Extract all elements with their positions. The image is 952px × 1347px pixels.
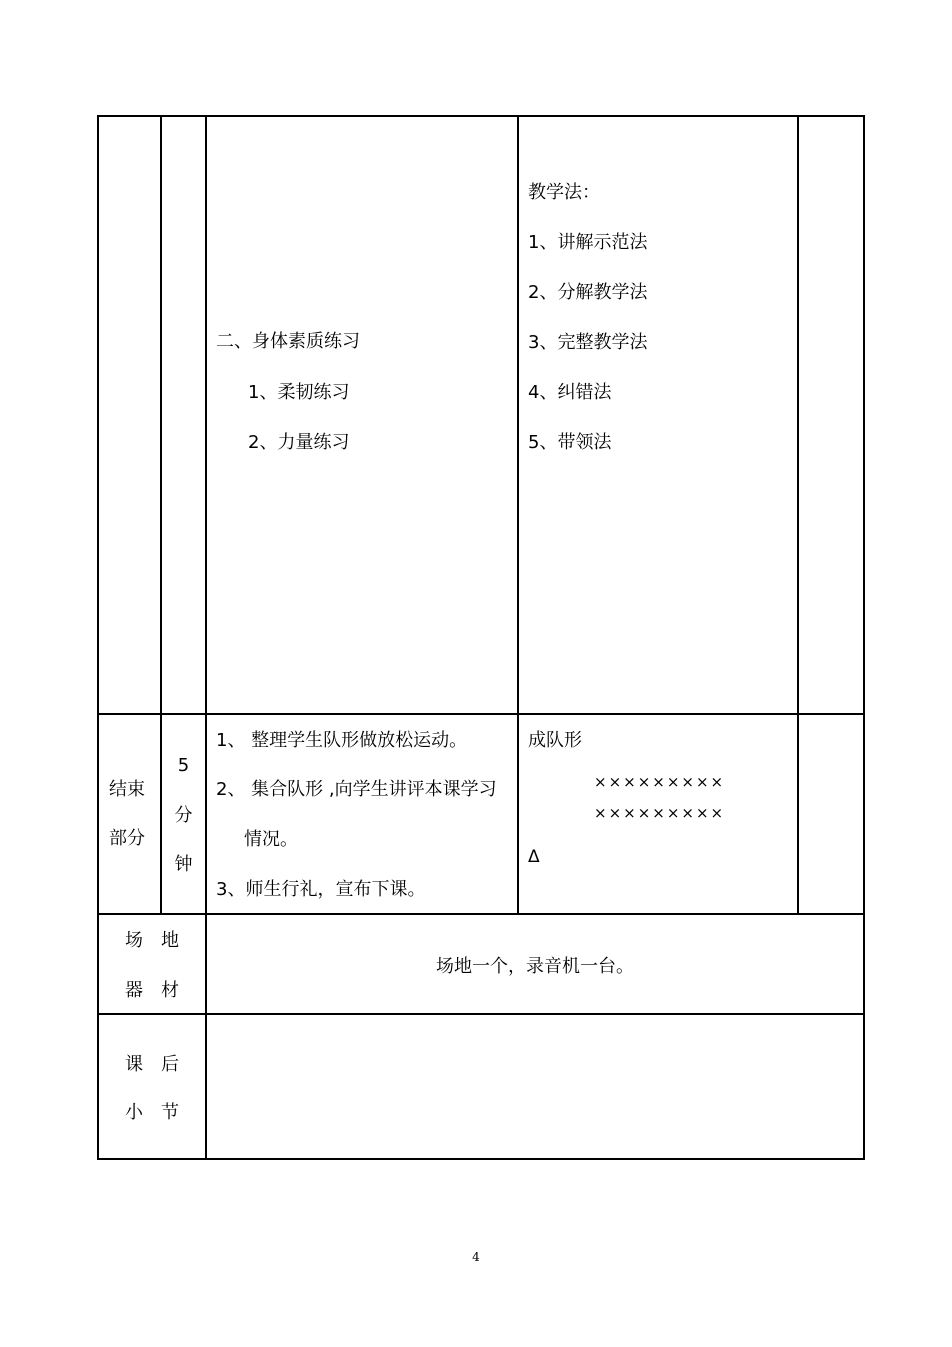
row-divider-3 [97, 1013, 865, 1015]
content-item: 1、柔韧练习 [248, 382, 350, 403]
venue-label: 场 地 [125, 930, 179, 951]
table-border-right [863, 115, 865, 1160]
column-divider-method [517, 115, 519, 915]
table-border-bottom [97, 1158, 865, 1160]
content-item: 2、力量练习 [248, 432, 350, 453]
content-title: 二、身体素质练习 [216, 331, 360, 352]
summary-label: 课 后 [125, 1054, 179, 1075]
time-unit: 钟 [174, 854, 193, 875]
ending-content-line: 情况。 [244, 829, 298, 850]
ending-content-line: 2、 集合队形 ,向学生讲评本课学习 [216, 779, 497, 800]
part-label: 结束 [109, 779, 145, 800]
ending-content-line: 1、 整理学生队形做放松运动。 [216, 730, 468, 751]
ending-content-line: 3、师生行礼，宣布下课。 [216, 879, 426, 900]
table-border-left [97, 115, 99, 1160]
method-item: 5、带领法 [528, 432, 612, 453]
formation-title: 成队形 [528, 730, 582, 751]
column-divider-time [160, 115, 162, 915]
method-item: 2、分解教学法 [528, 282, 648, 303]
column-divider-content [205, 115, 207, 1160]
venue-content: 场地一个，录音机一台。 [436, 956, 634, 977]
page-number: 4 [472, 1250, 480, 1264]
part-label: 部分 [109, 828, 145, 849]
method-item: 3、完整教学法 [528, 332, 648, 353]
column-divider-remarks [797, 115, 799, 915]
method-item: 4、纠错法 [528, 382, 612, 403]
teacher-symbol: Δ [528, 847, 540, 867]
formation-row: ××××××××× [594, 804, 726, 822]
method-title: 教学法： [528, 182, 600, 203]
formation-row: ××××××××× [594, 773, 726, 791]
time-value: 5 [177, 755, 190, 776]
row-divider-1 [97, 713, 865, 715]
summary-label: 小 节 [125, 1102, 179, 1123]
table-border-top [97, 115, 865, 117]
time-unit: 分 [174, 805, 193, 826]
row-divider-2 [97, 913, 865, 915]
method-item: 1、讲解示范法 [528, 232, 648, 253]
venue-label: 器 材 [125, 980, 179, 1001]
